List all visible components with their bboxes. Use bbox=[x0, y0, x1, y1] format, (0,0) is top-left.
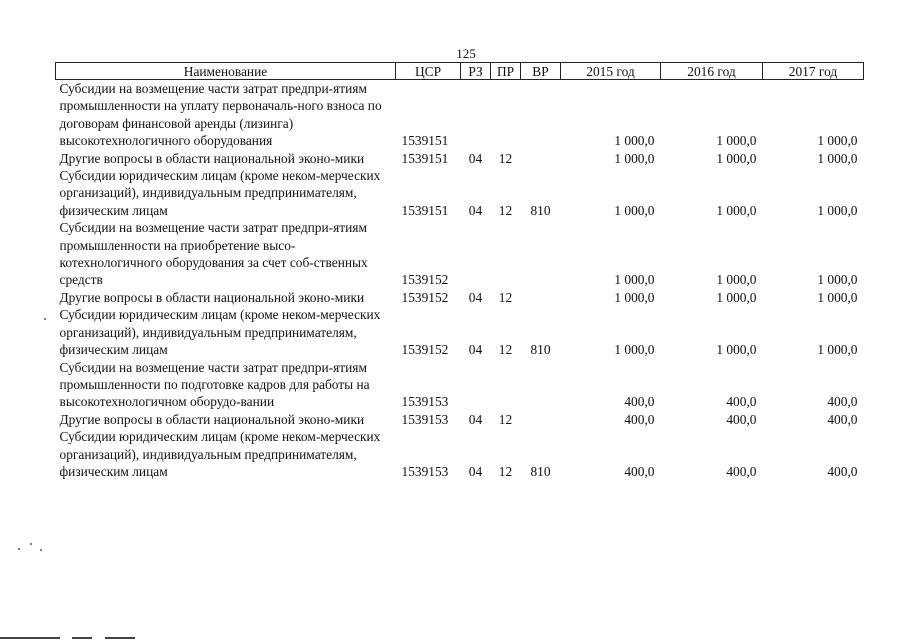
table-header-row bbox=[56, 63, 864, 80]
table-row bbox=[56, 306, 864, 358]
table-row bbox=[56, 428, 864, 480]
row-pr bbox=[491, 359, 521, 411]
row-2015: 1 000,0 bbox=[614, 289, 655, 305]
scan-speck bbox=[18, 548, 20, 550]
row-2017: 1 000,0 bbox=[817, 342, 858, 358]
row-2017: 1 000,0 bbox=[817, 150, 858, 166]
row-rz bbox=[461, 219, 491, 289]
row-2015: 400,0 bbox=[624, 394, 655, 410]
table-row bbox=[56, 289, 864, 306]
row-pr: 12 bbox=[498, 150, 513, 166]
table-row bbox=[56, 150, 864, 167]
row-name: Субсидии на возмещение части затрат предпри-ятиям промышленности на уплату первоначаль-ного взноса по договорам финансовой аренды (лизинга) высокотехнологичного оборудования bbox=[59, 81, 382, 149]
row-pr: 12 bbox=[498, 463, 513, 479]
row-2016: 1 000,0 bbox=[716, 150, 757, 166]
row-csr: 1539151 bbox=[401, 202, 449, 218]
scan-edge-marks bbox=[0, 631, 905, 640]
row-2016: 400,0 bbox=[726, 411, 757, 427]
row-2015: 1 000,0 bbox=[614, 202, 655, 218]
row-csr: 1539152 bbox=[401, 272, 449, 288]
header-rz: РЗ bbox=[461, 63, 491, 80]
row-name: Другие вопросы в области национальной эконо-мики bbox=[59, 411, 365, 427]
row-csr: 1539152 bbox=[401, 342, 449, 358]
scan-mark bbox=[0, 637, 60, 639]
row-2016: 1 000,0 bbox=[716, 133, 757, 149]
row-pr bbox=[491, 219, 521, 289]
row-pr: 12 bbox=[498, 202, 513, 218]
row-rz: 04 bbox=[468, 289, 483, 305]
row-rz: 04 bbox=[468, 342, 483, 358]
row-2017: 400,0 bbox=[827, 394, 858, 410]
header-pr: ПР bbox=[491, 63, 521, 80]
row-2015: 1 000,0 bbox=[614, 342, 655, 358]
table-row bbox=[56, 80, 864, 150]
row-rz bbox=[461, 80, 491, 150]
row-2017: 400,0 bbox=[827, 411, 858, 427]
row-rz: 04 bbox=[468, 411, 483, 427]
row-rz bbox=[461, 359, 491, 411]
row-rz: 04 bbox=[468, 150, 483, 166]
row-vr bbox=[521, 359, 561, 411]
row-csr: 1539153 bbox=[401, 394, 449, 410]
row-2015: 400,0 bbox=[624, 463, 655, 479]
header-2016: 2016 год bbox=[661, 63, 763, 80]
row-2017: 1 000,0 bbox=[817, 133, 858, 149]
row-2016: 1 000,0 bbox=[716, 272, 757, 288]
header-csr: ЦСР bbox=[396, 63, 461, 80]
row-2017: 1 000,0 bbox=[817, 272, 858, 288]
row-pr: 12 bbox=[498, 289, 513, 305]
table-row bbox=[56, 219, 864, 289]
row-name: Другие вопросы в области национальной эконо-мики bbox=[59, 289, 365, 305]
row-rz: 04 bbox=[468, 202, 483, 218]
row-2017: 400,0 bbox=[827, 463, 858, 479]
row-pr bbox=[491, 80, 521, 150]
row-2016: 1 000,0 bbox=[716, 202, 757, 218]
row-2016: 1 000,0 bbox=[716, 289, 757, 305]
header-2015: 2015 год bbox=[561, 63, 661, 80]
row-vr: 810 bbox=[530, 202, 551, 218]
row-2017: 1 000,0 bbox=[817, 202, 858, 218]
scan-speck bbox=[44, 318, 46, 320]
row-2016: 400,0 bbox=[726, 394, 757, 410]
header-vr: ВР bbox=[521, 63, 561, 80]
row-csr: 1539153 bbox=[401, 463, 449, 479]
table-row bbox=[56, 411, 864, 428]
row-pr: 12 bbox=[498, 342, 513, 358]
row-vr bbox=[521, 411, 561, 428]
scan-speck bbox=[40, 549, 42, 551]
row-2016: 1 000,0 bbox=[716, 342, 757, 358]
row-vr bbox=[521, 150, 561, 167]
budget-table bbox=[55, 62, 864, 480]
row-2015: 1 000,0 bbox=[614, 150, 655, 166]
row-name: Субсидии на возмещение части затрат предпри-ятиям промышленности по подготовке кадров для работы на высокотехнологичном оборудо-вании bbox=[59, 359, 370, 410]
row-2017: 1 000,0 bbox=[817, 289, 858, 305]
scan-speck bbox=[30, 543, 32, 545]
scan-mark bbox=[72, 637, 92, 639]
header-2017: 2017 год bbox=[763, 63, 864, 80]
table-row bbox=[56, 167, 864, 219]
row-vr bbox=[521, 80, 561, 150]
row-name: Субсидии юридическим лицам (кроме неком-мерческих организаций), индивидуальным предпринимателям, физическим лицам bbox=[59, 307, 381, 358]
row-vr bbox=[521, 289, 561, 306]
page-number: 125 bbox=[456, 46, 476, 61]
row-rz: 04 bbox=[468, 463, 483, 479]
row-2015: 400,0 bbox=[624, 411, 655, 427]
row-pr: 12 bbox=[498, 411, 513, 427]
row-name: Другие вопросы в области национальной эконо-мики bbox=[59, 150, 365, 166]
scan-mark bbox=[105, 637, 135, 639]
row-name: Субсидии на возмещение части затрат предпри-ятиям промышленности на приобретение высо-котехнологичного оборудования за счет соб-ственных средств bbox=[59, 220, 368, 288]
row-name: Субсидии юридическим лицам (кроме неком-мерческих организаций), индивидуальным предпринимателям, физическим лицам bbox=[59, 429, 381, 479]
row-2015: 1 000,0 bbox=[614, 272, 655, 288]
row-2015: 1 000,0 bbox=[614, 133, 655, 149]
row-csr: 1539153 bbox=[401, 411, 449, 427]
row-csr: 1539152 bbox=[401, 289, 449, 305]
row-vr: 810 bbox=[530, 463, 551, 479]
row-name: Субсидии юридическим лицам (кроме неком-мерческих организаций), индивидуальным предпринимателям, физическим лицам bbox=[59, 168, 381, 218]
table-row bbox=[56, 359, 864, 411]
header-name: Наименование bbox=[56, 63, 396, 80]
row-csr: 1539151 bbox=[401, 150, 449, 166]
row-csr: 1539151 bbox=[401, 133, 449, 149]
row-vr bbox=[521, 219, 561, 289]
row-2016: 400,0 bbox=[726, 463, 757, 479]
row-vr: 810 bbox=[530, 342, 551, 358]
